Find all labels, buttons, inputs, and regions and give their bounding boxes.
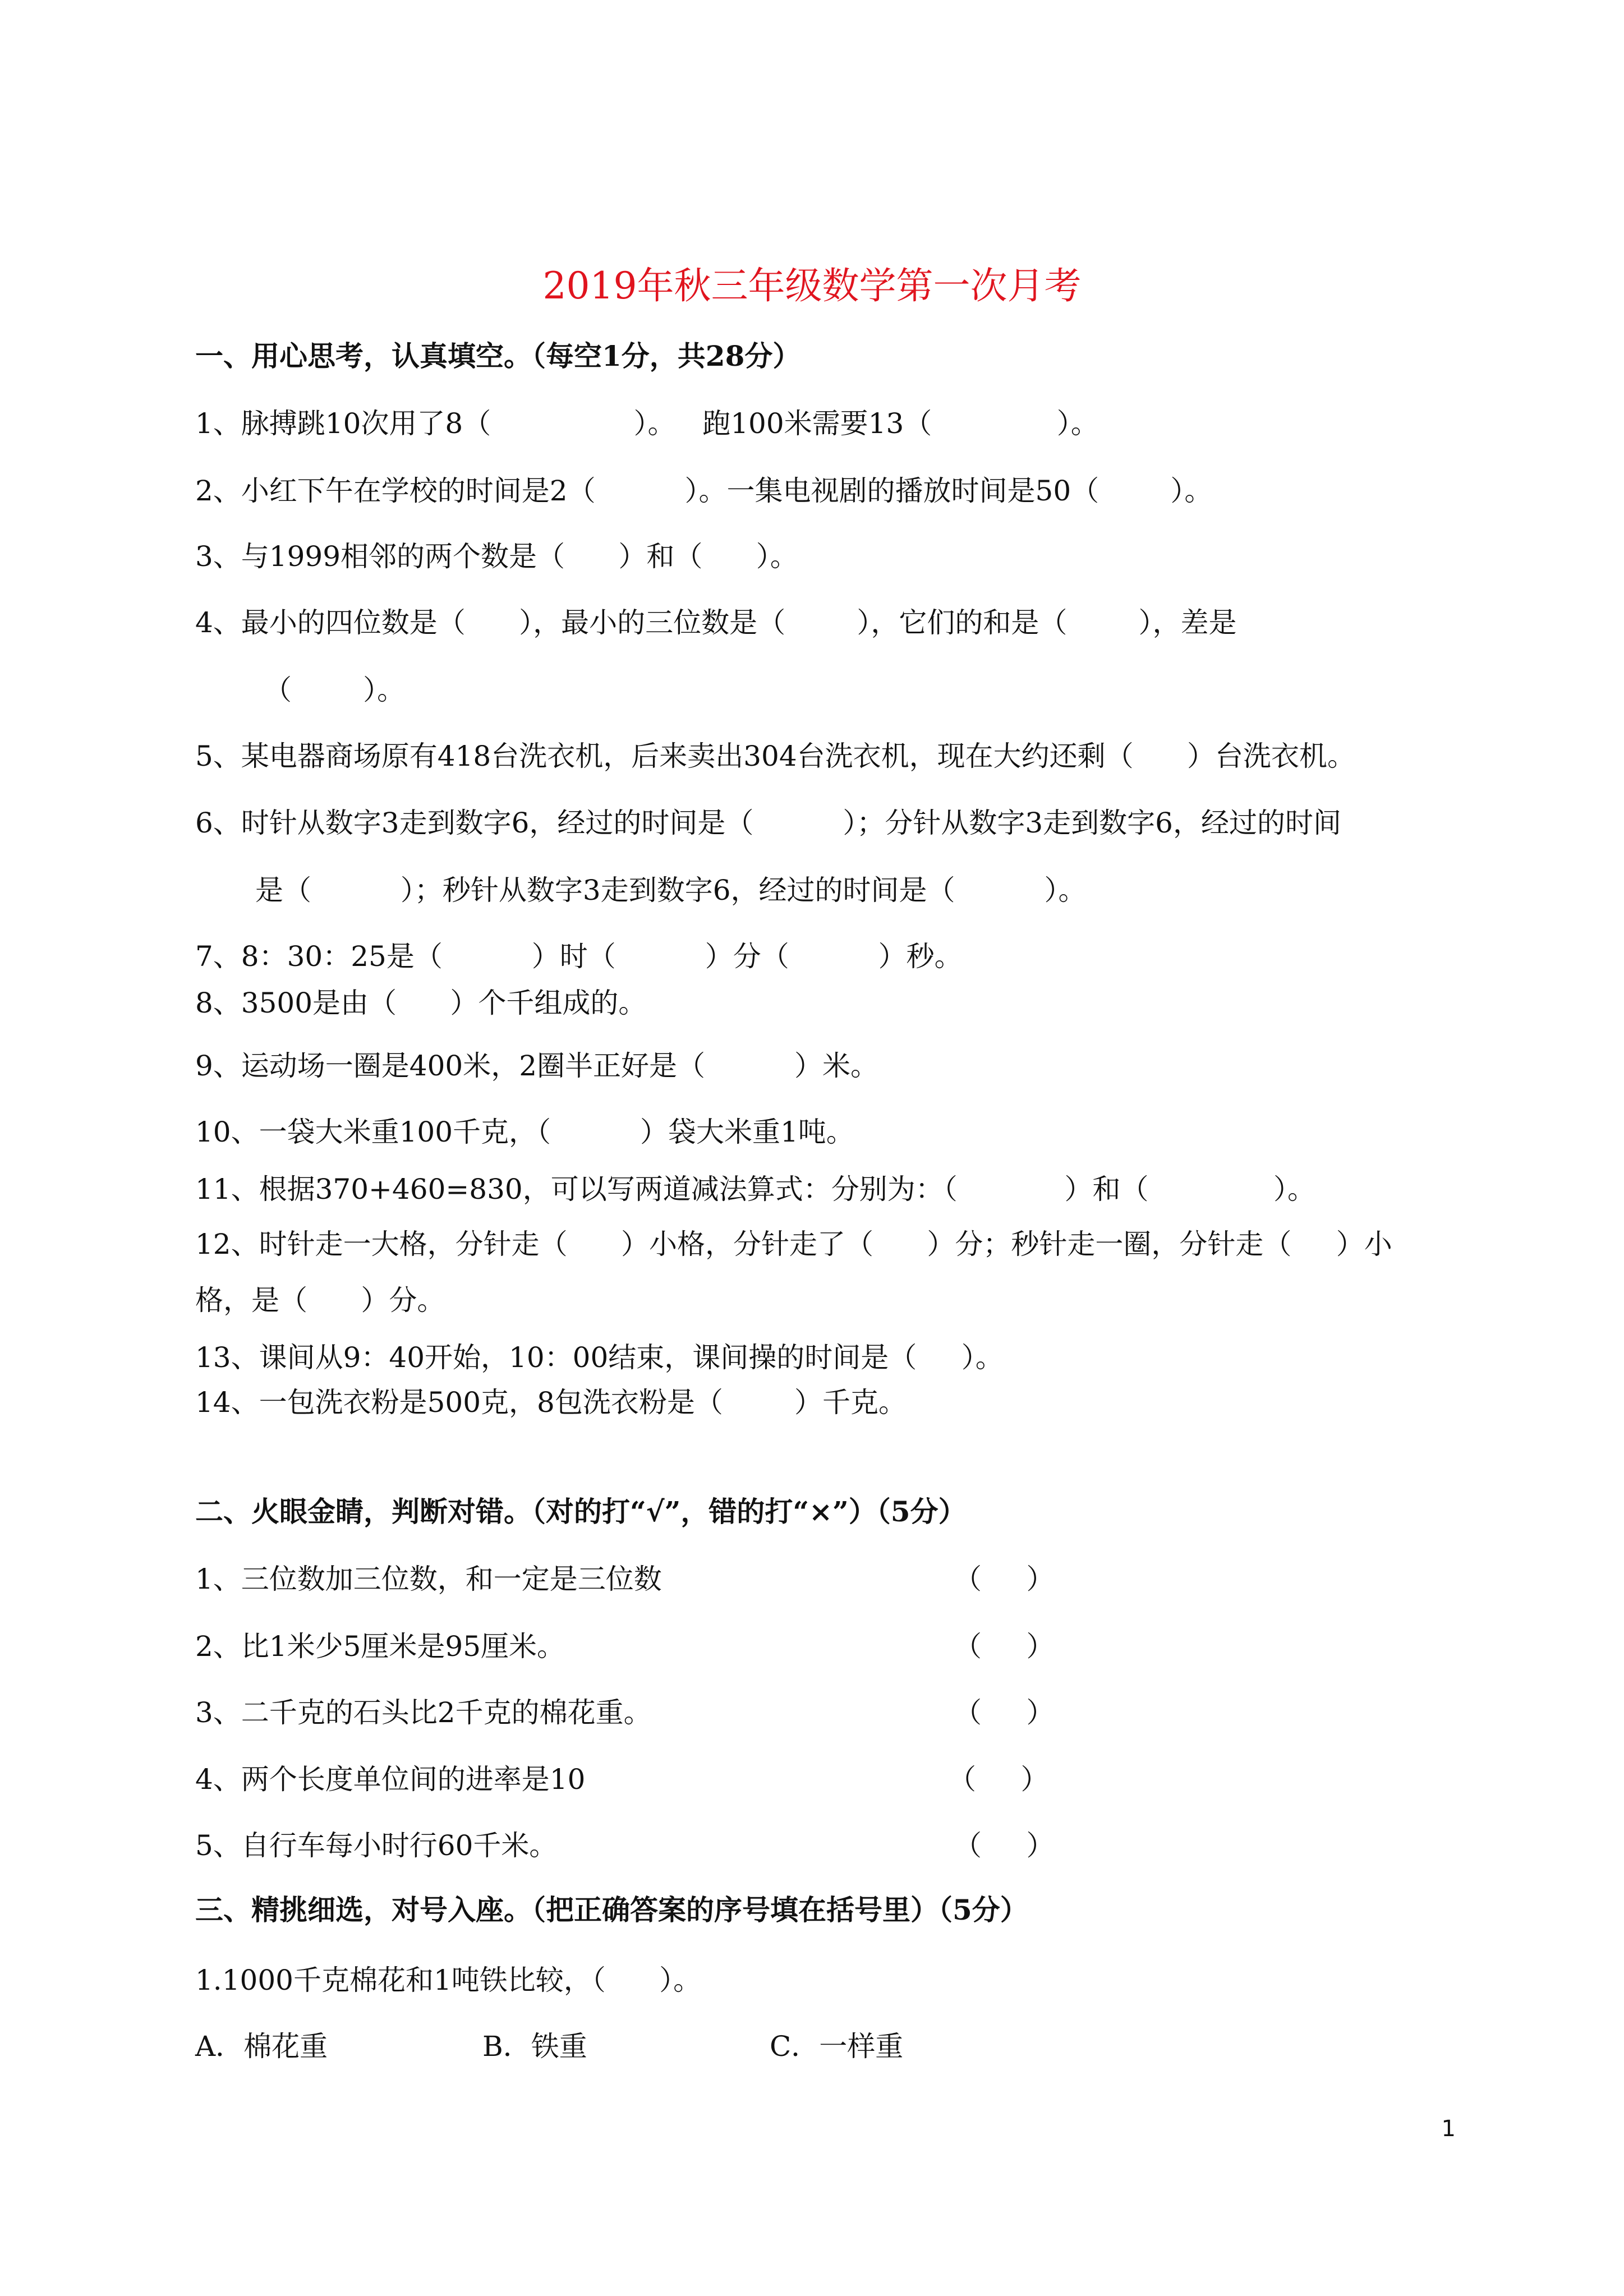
choice-question: 1.1000千克棉花和1吨铁比较，（ ）。 [195, 1964, 702, 1996]
judge-item-bracket: （ ） [948, 1763, 1049, 1796]
question-line: 3、与1999相邻的两个数是（ ）和（ ）。 [195, 540, 798, 573]
question-line: 1、脉搏跳10次用了8（ ）。 跑100米需要13（ ）。 [195, 407, 1099, 440]
question-line: 7、8：30：25是（ ）时（ ）分（ ）秒。 [195, 940, 963, 973]
question-line: 格，是（ ）分。 [195, 1284, 445, 1317]
judge-item-text: 3、二千克的石头比2千克的棉花重。 [195, 1696, 652, 1729]
option-c: C．一样重 [770, 2030, 904, 2063]
section-2-heading: 二、火眼金睛，判断对错。（对的打“√”，错的打“×”）（5分） [195, 1495, 967, 1528]
question-line: 12、时针走一大格，分针走（ ）小格，分针走了（ ）分；秒针走一圈，分针走（ ）小 [195, 1228, 1392, 1260]
question-line: 9、运动场一圈是400米，2圈半正好是（ ）米。 [195, 1050, 878, 1082]
question-line: 4、最小的四位数是（ ），最小的三位数是（ ），它们的和是（ ），差是 [195, 606, 1237, 639]
question-line: 11、根据370+460=830，可以写两道减法算式：分别为：（ ）和（ ）。 [195, 1173, 1315, 1205]
option-a: A．棉花重 [195, 2030, 328, 2063]
question-line: 2、小红下午在学校的时间是2（ ）。一集电视剧的播放时间是50（ ）。 [195, 475, 1213, 507]
judge-item-text: 5、自行车每小时行60千米。 [195, 1829, 558, 1862]
question-line: 14、一包洗衣粉是500克，8包洗衣粉是（ ）千克。 [195, 1386, 907, 1419]
question-line: 10、一袋大米重100千克，（ ）袋大米重1吨。 [195, 1116, 854, 1148]
question-line: 是（ ）；秒针从数字3走到数字6，经过的时间是（ ）。 [255, 874, 1087, 907]
judge-item-bracket: （ ） [954, 1563, 1055, 1595]
judge-item-bracket: （ ） [954, 1829, 1055, 1862]
option-b: B．铁重 [482, 2030, 587, 2063]
question-line: 8、3500是由（ ）个千组成的。 [195, 987, 647, 1019]
section-3-heading: 三、精挑细选，对号入座。（把正确答案的序号填在括号里）（5分） [195, 1893, 1028, 1926]
judge-item-text: 2、比1米少5厘米是95厘米。 [195, 1630, 565, 1663]
page-number: 1 [1441, 2116, 1456, 2142]
judge-item-bracket: （ ） [954, 1696, 1055, 1729]
exam-title: 2019年秋三年级数学第一次月考 [542, 264, 1082, 307]
question-line: 5、某电器商场原有418台洗衣机，后来卖出304台洗衣机，现在大约还剩（ ）台洗衣机。 [195, 740, 1356, 772]
question-line: （ ）。 [264, 674, 406, 706]
section-1-heading: 一、用心思考，认真填空。（每空1分，共28分） [195, 339, 801, 372]
question-line: 6、时针从数字3走到数字6，经过的时间是（ ）；分针从数字3走到数字6，经过的时间 [195, 807, 1341, 839]
judge-item-bracket: （ ） [954, 1630, 1055, 1663]
judge-item-text: 1、三位数加三位数，和一定是三位数 [195, 1563, 662, 1595]
question-line: 13、课间从9：40开始，10：00结束，课间操的时间是（ ）。 [195, 1341, 1004, 1374]
judge-item-text: 4、两个长度单位间的进率是10 [195, 1763, 586, 1796]
